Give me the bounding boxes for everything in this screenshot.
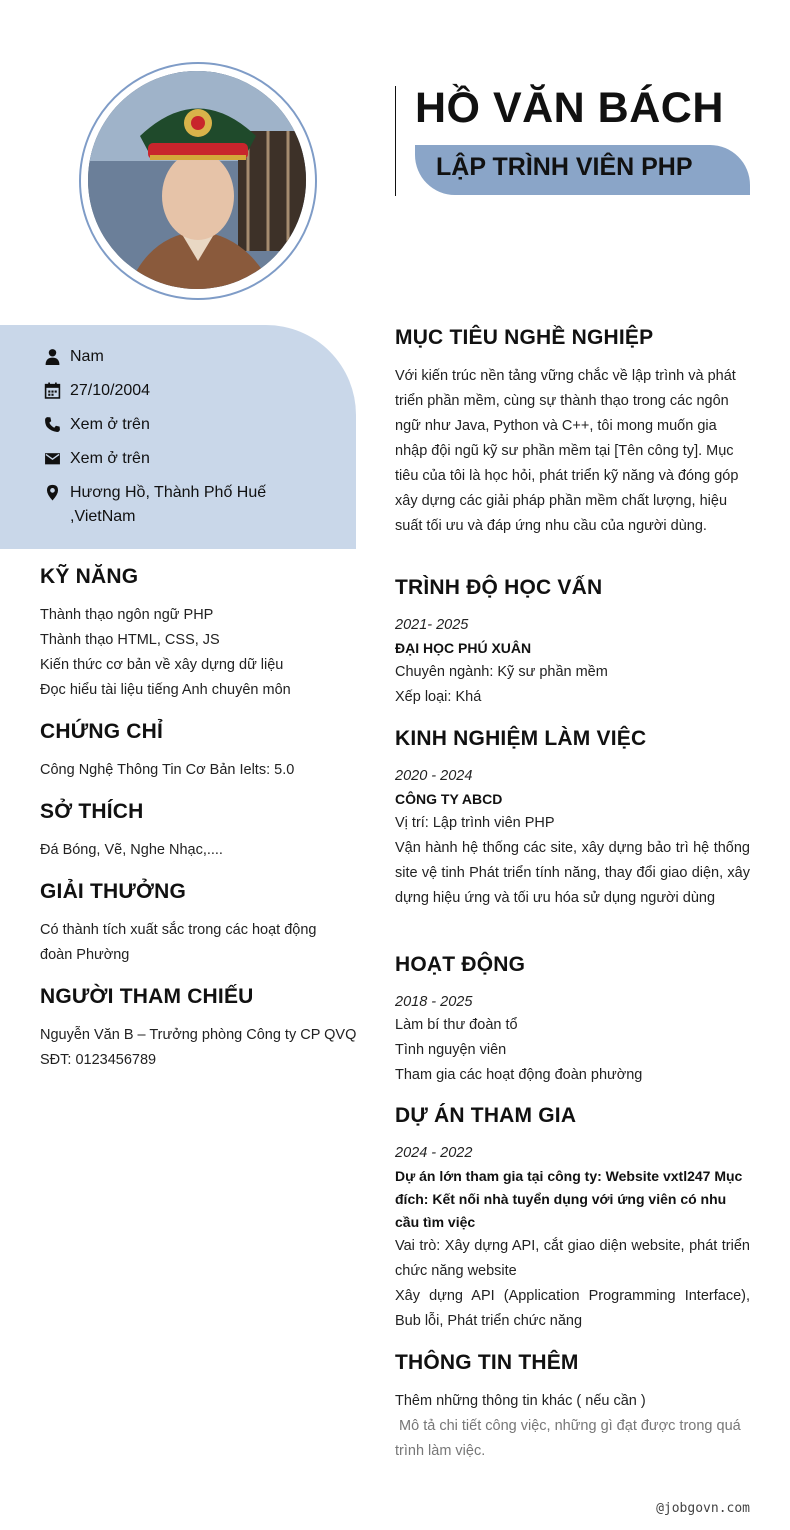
dob-value: 27/10/2004	[70, 382, 151, 399]
hobbies-text: Đá Bóng, Vẽ, Nghe Nhạc,....	[40, 842, 223, 858]
education-title: TRÌNH ĐỘ HỌC VẤN	[395, 576, 603, 599]
candidate-name: HỒ VĂN BÁCH	[415, 84, 724, 132]
projects-period: 2024 - 2022	[395, 1145, 473, 1161]
avatar-photo	[88, 71, 306, 289]
contact-dob	[44, 379, 290, 403]
experience-position: Vị trí: Lập trình viên PHP	[395, 815, 555, 831]
objective-title: MỤC TIÊU NGHỀ NGHIỆP	[395, 326, 654, 349]
contact-email	[44, 447, 290, 471]
additional-title: THÔNG TIN THÊM	[395, 1351, 579, 1374]
project-role: Vai trò: Xây dựng API, cắt giao diện website, phát triển chức năng website	[395, 1238, 750, 1279]
additional-line: Thêm những thông tin khác ( nếu cần )	[395, 1393, 646, 1409]
contact-gender	[44, 345, 290, 369]
experience-period: 2020 - 2024	[395, 768, 473, 784]
phone-icon	[44, 416, 61, 433]
project-detail: Xây dựng API (Application Programming Interface), Bub lỗi, Phát triển chức năng	[395, 1288, 750, 1329]
certificates-title: CHỨNG CHỈ	[40, 720, 164, 743]
education-major: Chuyên ngành: Kỹ sư phần mềm	[395, 664, 608, 680]
additional-description: Mô tả chi tiết công việc, những gì đạt được trong quá trình làm việc.	[395, 1418, 745, 1459]
education-period: 2021- 2025	[395, 617, 469, 633]
education-details	[395, 660, 750, 710]
activities-list	[395, 1013, 750, 1088]
projects-title: DỰ ÁN THAM GIA	[395, 1104, 577, 1127]
avatar	[88, 71, 306, 289]
skill-item: Thành thạo ngôn ngữ PHP	[40, 607, 214, 623]
project-name: Dự án lớn tham gia tại công ty: Website vxtl247 Mục đích: Kết nối nhà tuyển dụng với ứng viên có nhu cầu tìm việc	[395, 1168, 743, 1230]
awards-text: Có thành tích xuất sắc trong các hoạt động đoàn Phường	[40, 922, 317, 963]
reference-phone: SĐT: 0123456789	[40, 1052, 157, 1068]
person-icon	[44, 348, 61, 365]
experience-title: KINH NGHIỆM LÀM VIỆC	[395, 727, 647, 750]
location-icon	[44, 484, 61, 501]
hobbies-title: SỞ THÍCH	[40, 800, 144, 823]
contact-phone	[44, 413, 290, 437]
education-school: ĐẠI HỌC PHÚ XUÂN	[395, 640, 532, 656]
activities-period: 2018 - 2025	[395, 994, 473, 1010]
activity-item: Tình nguyện viên	[395, 1042, 507, 1058]
experience-description: Vận hành hệ thống các site, xây dựng bảo trì hệ thống site vệ tinh Phát triển tính năng, thay đổi giao diện, xây dựng hiệu ứng và tối ưu hóa sử dụng người dùng	[395, 840, 750, 906]
experience-company: CÔNG TY ABCD	[395, 791, 503, 807]
reference-line: Nguyễn Văn B – Trưởng phòng Công ty CP QVQ	[40, 1027, 357, 1043]
education-grade: Xếp loại: Khá	[395, 689, 482, 705]
skills-title: KỸ NĂNG	[40, 565, 139, 588]
email-value: Xem ở trên	[70, 450, 150, 467]
experience-details	[395, 811, 750, 911]
name-divider	[395, 86, 396, 196]
activities-title: HOẠT ĐỘNG	[395, 953, 526, 976]
awards-title: GIẢI THƯỞNG	[40, 880, 187, 903]
additional-details	[395, 1389, 755, 1464]
certificates-text: Công Nghệ Thông Tin Cơ Bản Ielts: 5.0	[40, 762, 295, 778]
activity-item: Tham gia các hoạt động đoàn phường	[395, 1067, 643, 1083]
objective-text: Với kiến trúc nền tảng vững chắc về lập trình và phát triển phần mềm, cùng sự thành thạo trong các ngôn ngữ như Java, Python và C++, tôi mong muốn gia nhập đội ngũ kỹ sư phần mềm tại [Tên công ty]. Mục tiêu của tôi là học hỏi, phát triển kỹ năng và đóng góp xây dựng các giải pháp phần mềm chất lượng, hiệu suất tối ưu và đáp ứng nhu cầu của người dùng.	[395, 368, 739, 534]
address-value: Hương Hồ, Thành Phố Huế ,VietNam	[70, 484, 267, 525]
skill-item: Thành thạo HTML, CSS, JS	[40, 632, 220, 648]
project-details	[395, 1234, 750, 1334]
calendar-icon	[44, 382, 61, 399]
references-title: NGƯỜI THAM CHIẾU	[40, 985, 254, 1008]
phone-value: Xem ở trên	[70, 416, 150, 433]
candidate-role: LẬP TRÌNH VIÊN PHP	[436, 153, 693, 181]
references-list	[40, 1023, 370, 1073]
gender-value: Nam	[70, 348, 104, 365]
footer-credit: @jobgovn.com	[656, 1501, 750, 1516]
skill-item: Đọc hiểu tài liệu tiếng Anh chuyên môn	[40, 682, 291, 698]
activity-item: Làm bí thư đoàn tổ	[395, 1017, 518, 1033]
mail-icon	[44, 450, 61, 467]
skill-item: Kiến thức cơ bản về xây dựng dữ liệu	[40, 657, 284, 673]
contact-address	[44, 481, 290, 529]
skills-list	[40, 603, 350, 703]
